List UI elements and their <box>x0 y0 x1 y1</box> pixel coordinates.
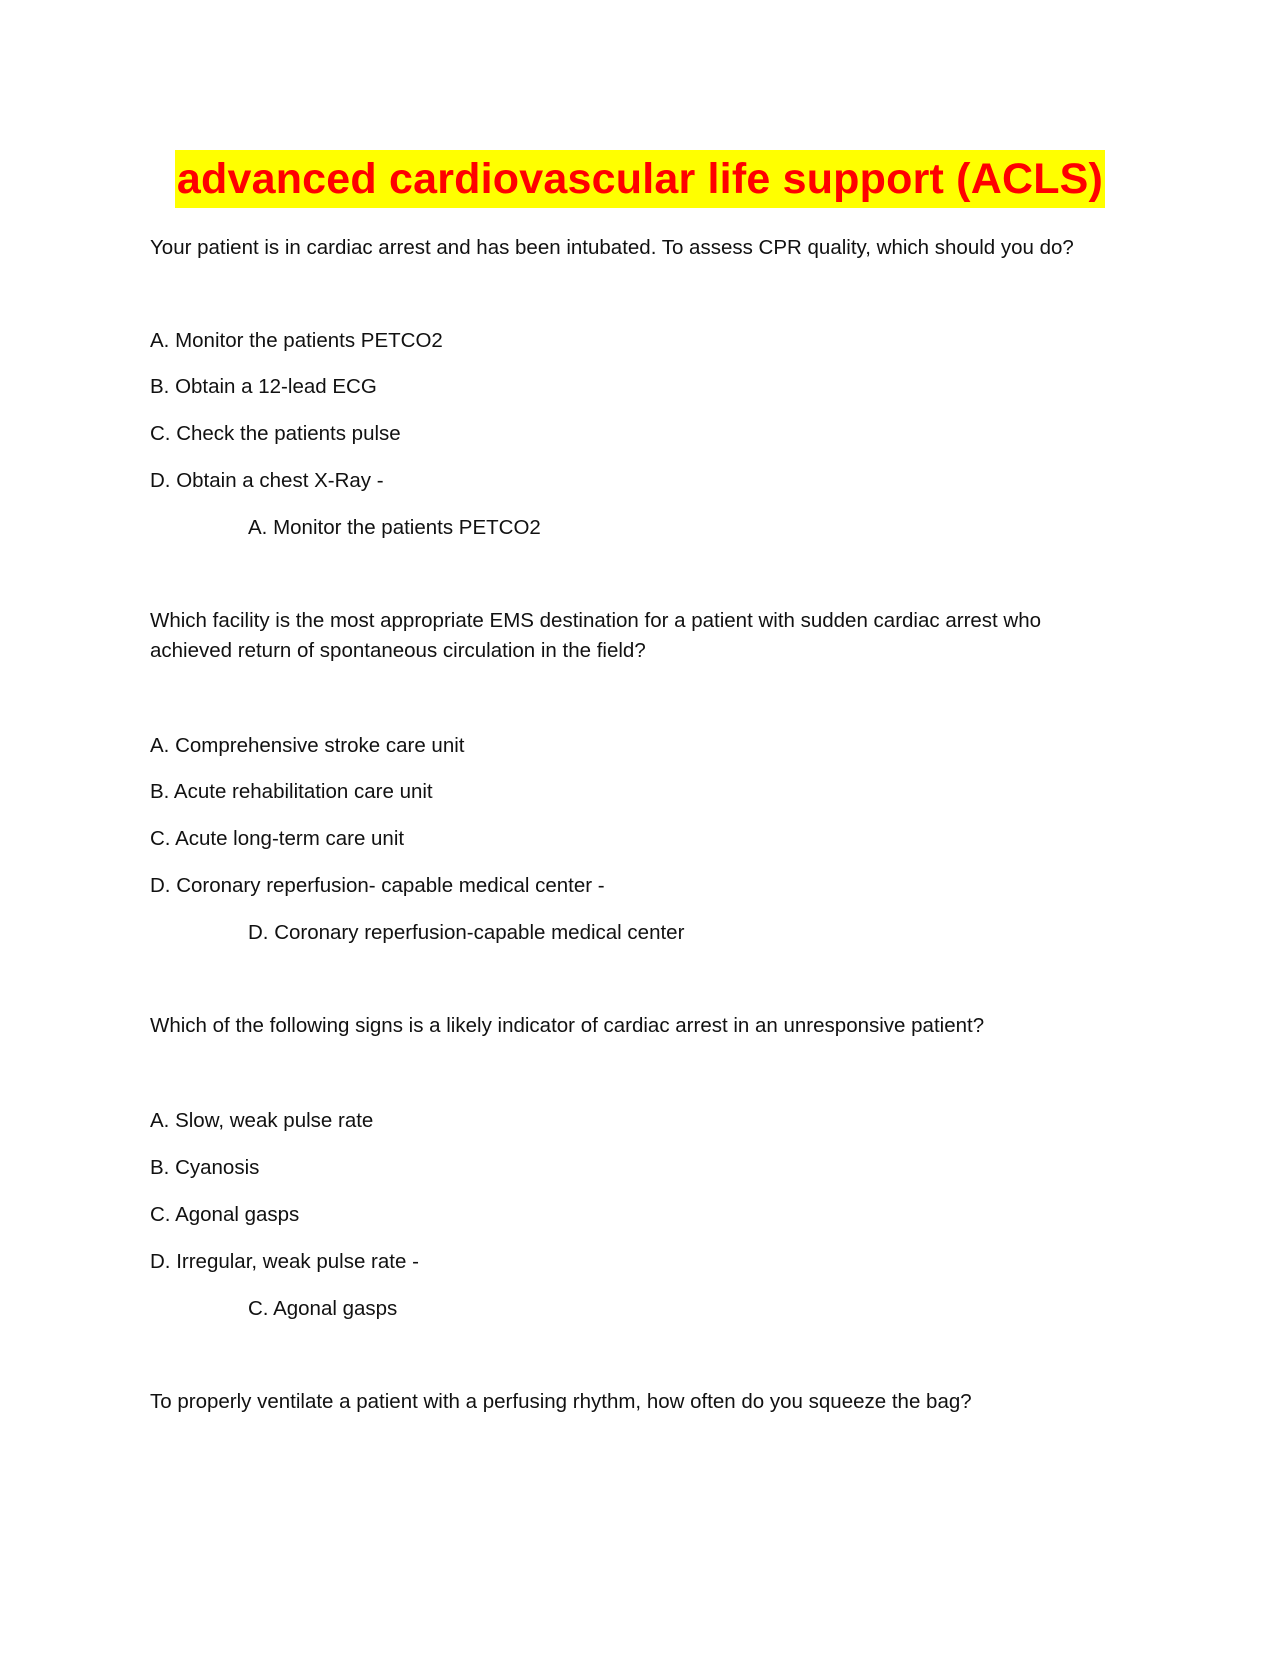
q1-option-d: D. Obtain a chest X-Ray - <box>150 469 384 492</box>
q3-option-c: C. Agonal gasps <box>150 1203 300 1226</box>
title-container <box>0 150 1280 208</box>
q1-option-b: B. Obtain a 12-lead ECG <box>150 375 377 398</box>
q3-option-d: D. Irregular, weak pulse rate - <box>150 1250 419 1273</box>
q1-option-a: A. Monitor the patients PETCO2 <box>150 329 443 352</box>
q3-answer: C. Agonal gasps <box>248 1297 398 1320</box>
question-3: Which of the following signs is a likely indicator of cardiac arrest in an unresponsive patient? <box>150 1014 985 1037</box>
document-title: advanced cardiovascular life support (ACLS) <box>175 150 1105 208</box>
question-2: Which facility is the most appropriate EMS destination for a patient with sudden cardiac arrest who achieved return of spontaneous circulation in the field? <box>150 609 1042 662</box>
q3-option-a: A. Slow, weak pulse rate <box>150 1109 374 1132</box>
q2-option-d: D. Coronary reperfusion- capable medical center - <box>150 874 605 897</box>
q2-option-b: B. Acute rehabilitation care unit <box>150 780 433 803</box>
q2-option-a: A. Comprehensive stroke care unit <box>150 734 465 757</box>
question-4: To properly ventilate a patient with a perfusing rhythm, how often do you squeeze the bag? <box>150 1390 972 1413</box>
q2-answer: D. Coronary reperfusion-capable medical center <box>248 921 685 944</box>
question-1: Your patient is in cardiac arrest and has been intubated. To assess CPR quality, which should you do? <box>150 236 1074 259</box>
q2-option-c: C. Acute long-term care unit <box>150 827 405 850</box>
q1-option-c: C. Check the patients pulse <box>150 422 401 445</box>
q1-answer: A. Monitor the patients PETCO2 <box>248 516 541 539</box>
q3-option-b: B. Cyanosis <box>150 1156 260 1179</box>
